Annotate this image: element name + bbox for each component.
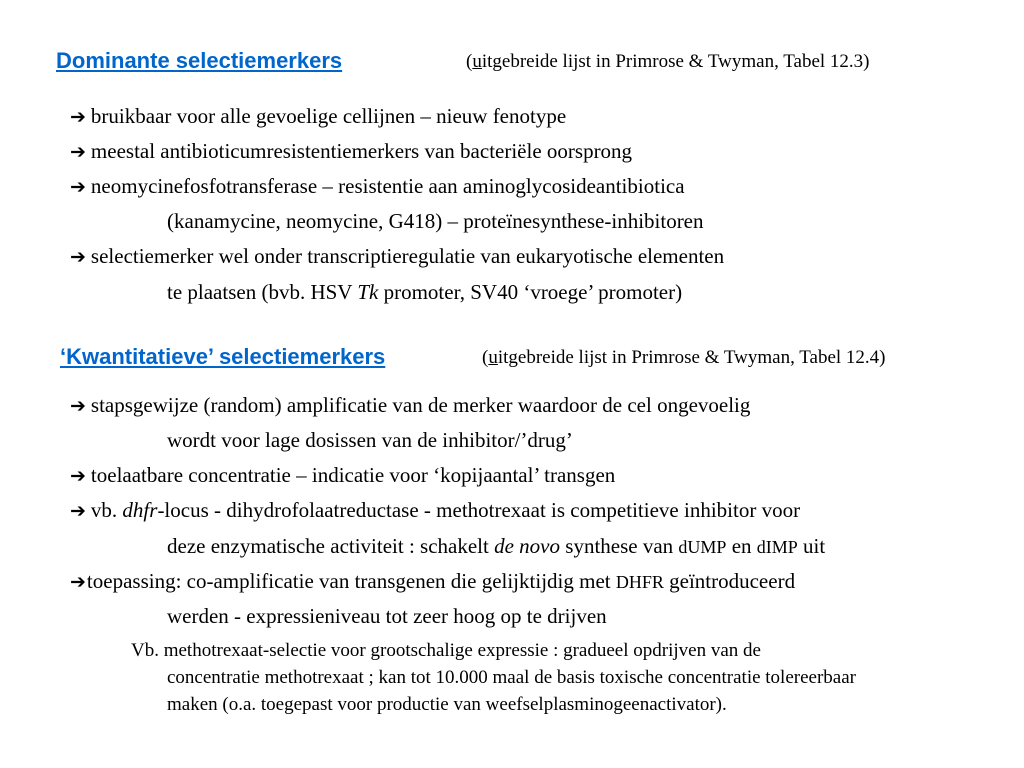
bullet-text: toelaatbare concentratie – indicatie voor ‘kopijaantal’ transgen	[90, 463, 616, 487]
arrow-icon: ➔	[70, 106, 86, 128]
text-part: geïntroduceerd	[663, 569, 796, 593]
example-line: concentratie methotrexaat ; kan tot 10.000 maal de basis toxische concentratie tolereerbaar	[167, 667, 856, 688]
ref-underlined-letter: u	[488, 347, 498, 368]
arrow-icon: ➔	[70, 500, 86, 522]
arrow-icon: ➔	[70, 246, 86, 268]
bullet-text: meestal antibioticumresistentiemerkers van bacteriële oorsprong	[90, 139, 633, 163]
arrow-icon: ➔	[70, 571, 86, 593]
ref-rest: itgebreide lijst in Primrose & Twyman, Tabel 12.4)	[497, 347, 886, 368]
continuation-line	[167, 280, 682, 304]
bullet-line	[70, 174, 685, 199]
ref-open: (	[466, 51, 473, 72]
continuation-line	[167, 534, 825, 559]
section2-reference	[482, 347, 886, 369]
section1-title: Dominante selectiemerkers	[56, 48, 343, 73]
section1-reference	[466, 51, 870, 73]
bullet-text: bruikbaar voor alle gevoelige cellijnen – nieuw fenotype	[90, 104, 567, 128]
continuation-line: werden - expressieniveau tot zeer hoog op te drijven	[167, 604, 607, 628]
example-line: maken (o.a. toegepast voor productie van weefselplasminogeenactivator).	[167, 694, 727, 715]
bullet-text: selectiemerker wel onder transcriptieregulatie van eukaryotische elementen	[90, 244, 725, 268]
ref-open: (	[482, 347, 489, 368]
text-part: dIMP	[756, 537, 798, 557]
text-part: -locus - dihydrofolaatreductase - methotrexaat is competitieve inhibitor voor	[157, 498, 801, 522]
arrow-icon: ➔	[70, 465, 86, 487]
section2-title: ‘Kwantitatieve’ selectiemerkers	[60, 344, 386, 369]
italic-text: de novo	[494, 534, 561, 558]
bullet-text: neomycinefosfotransferase – resistentie aan aminoglycosideantibiotica	[90, 174, 685, 198]
bullet-line	[70, 139, 632, 164]
arrow-icon: ➔	[70, 395, 86, 417]
continuation-line: (kanamycine, neomycine, G418) – proteïnesynthese-inhibitoren	[167, 209, 704, 233]
arrow-icon: ➔	[70, 141, 86, 163]
bullet-text: stapsgewijze (random) amplificatie van de merker waardoor de cel ongevoelig	[90, 393, 751, 417]
text-part: uit	[797, 534, 826, 558]
bullet-line	[70, 569, 795, 594]
continuation-line: wordt voor lage dosissen van de inhibitor/’drug’	[167, 428, 573, 452]
text-part: toepassing: co-amplificatie van transgenen die gelijktijdig met	[86, 569, 616, 593]
italic-text: Tk	[357, 280, 379, 304]
text-part: DHFR	[615, 572, 664, 592]
bullet-line	[70, 498, 800, 523]
text-part: vb.	[90, 498, 123, 522]
text-part: synthese van	[560, 534, 679, 558]
italic-text: dhfr	[122, 498, 158, 522]
bullet-line	[70, 104, 566, 129]
example-line: Vb. methotrexaat-selectie voor grootschalige expressie : gradueel opdrijven van de	[131, 640, 761, 661]
ref-underlined-letter: u	[472, 51, 482, 72]
bullet-line	[70, 244, 724, 269]
bullet-line	[70, 393, 750, 418]
arrow-icon: ➔	[70, 176, 86, 198]
text-part: en	[726, 534, 757, 558]
ref-rest: itgebreide lijst in Primrose & Twyman, Tabel 12.3)	[481, 51, 870, 72]
text-part: te plaatsen (bvb. HSV	[167, 280, 358, 304]
text-part: dUMP	[678, 537, 727, 557]
text-part: deze enzymatische activiteit : schakelt	[167, 534, 495, 558]
bullet-line	[70, 463, 615, 488]
text-part: promoter, SV40 ‘vroege’ promoter)	[378, 280, 683, 304]
